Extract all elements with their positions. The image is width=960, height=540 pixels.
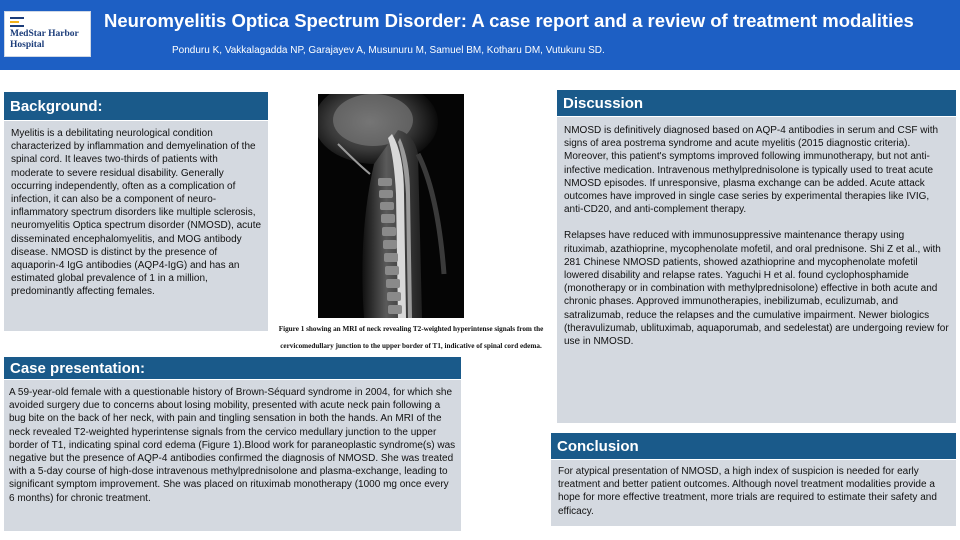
logo-mark-icon <box>10 17 24 27</box>
poster-title: Neuromyelitis Optica Spectrum Disorder: A case report and a review of treatment modalities <box>104 10 914 31</box>
logo-line2: Hospital <box>10 40 45 50</box>
case-heading: Case presentation: <box>4 357 461 379</box>
poster-authors: Ponduru K, Vakkalagadda NP, Garajayev A, Musunuru M, Samuel BM, Kotharu DM, Vutukuru SD. <box>172 45 605 56</box>
mri-figure <box>318 94 464 318</box>
discussion-heading: Discussion <box>557 90 956 116</box>
mri-image <box>318 94 464 318</box>
conclusion-text: For atypical presentation of NMOSD, a high index of suspicion is needed for early treatment and better patient outcomes. Although novel treatment modalities provide a hope for more effective treatment, more trials are required to estimate their safety and efficacy. <box>558 466 937 517</box>
figure-caption: Figure 1 showing an MRI of neck revealing T2-weighted hyperintense signals from the cervicomedullary junction to the upper border of T1, indicative of spinal cord edema. <box>278 325 544 350</box>
poster-header <box>0 0 960 70</box>
case-body <box>4 380 461 531</box>
medstar-logo <box>4 11 91 57</box>
conclusion-body <box>551 460 956 526</box>
discussion-body <box>557 117 956 423</box>
conclusion-heading: Conclusion <box>551 433 956 459</box>
discussion-para2: Relapses have reduced with immunosuppressive maintenance therapy using rituximab, azathioprine, mycophenolate mofetil, and oral prednisone. Shi Z et al., with 281 Chinese NMOSD patients, showed azathioprine and mycophenolate mofetil lowered disability and relapse rates. Yaguchi H et al. found cyclophosphamide (monotherapy or in combination with methylprednisolone) effective in both acute and chronic phases. Approved immunotherapies, inebilizumab, eculizumab, and satralizumab, reduce the relapses and the cumulative impairment. Newer biologics (theravulizumab, ublituximab, aquaporumab, and sedelestat) are undergoing review for use in NMOSD. <box>564 230 949 348</box>
background-text: Myelitis is a debilitating neurological condition characterized by inflammation and demyelination of the spinal cord. It leaves two-thirds of patients with moderate to severe residual disability. Generally occurring independently, often as a complication of infection, it can also be a component of neuro-inflammatory spectrum disorders like multiple sclerosis, neuromyelitis Optica spectrum disorder (NMOSD), acute disseminated encephalomyelitis, and MOG antibody disease. NMOSD is distinct by the presence of aquaporin-4 IgG antibodies (AQP4-IgG) and has an estimated global prevalence of 1 in a million, predominantly affecting females. <box>11 128 262 298</box>
logo-line1: MedStar Harbor <box>10 29 79 39</box>
background-heading: Background: <box>4 92 268 120</box>
logo-text <box>10 29 79 51</box>
discussion-para1: NMOSD is definitively diagnosed based on AQP-4 antibodies in serum and CSF with signs of area postrema syndrome and acute myelitis (2015 diagnostic criteria). Moreover, this patient's symptoms improved following immunotherapy, but not anti-infective medication. Intravenous methylprednisolone is typically used to treat acute NMOSD episodes. If unresponsive, plasma exchange can be added. Acute attack outcomes have improved in single case series by experimental therapies like IVIG, anti-CD20, and anti-complement therapy. <box>564 125 939 216</box>
background-body <box>4 121 268 331</box>
case-text: A 59-year-old female with a questionable history of Brown-Séquard syndrome in 2004, for which she avoided surgery due to concerns about losing mobility, presented with acute neck pain following a bug bite on the back of her neck, with pain and tingling sensation in both the hands. An MRI of the neck revealed T2-weighted hyperintense signals from the cervico medullary junction to the upper border of T1, indicating spinal cord edema (Figure 1).Blood work for paraneoplastic syndrome(s) was negative but the presence of AQP-4 antibodies confirmed the diagnosis of NMOSD. She was treated with a 5-day course of high-dose intravenous methylprednisolone and plasma-exchange, leading to significant symptom improvement. She was placed on rituximab monotherapy (1000 mg once every 6 months) for chronic treatment. <box>9 387 456 504</box>
